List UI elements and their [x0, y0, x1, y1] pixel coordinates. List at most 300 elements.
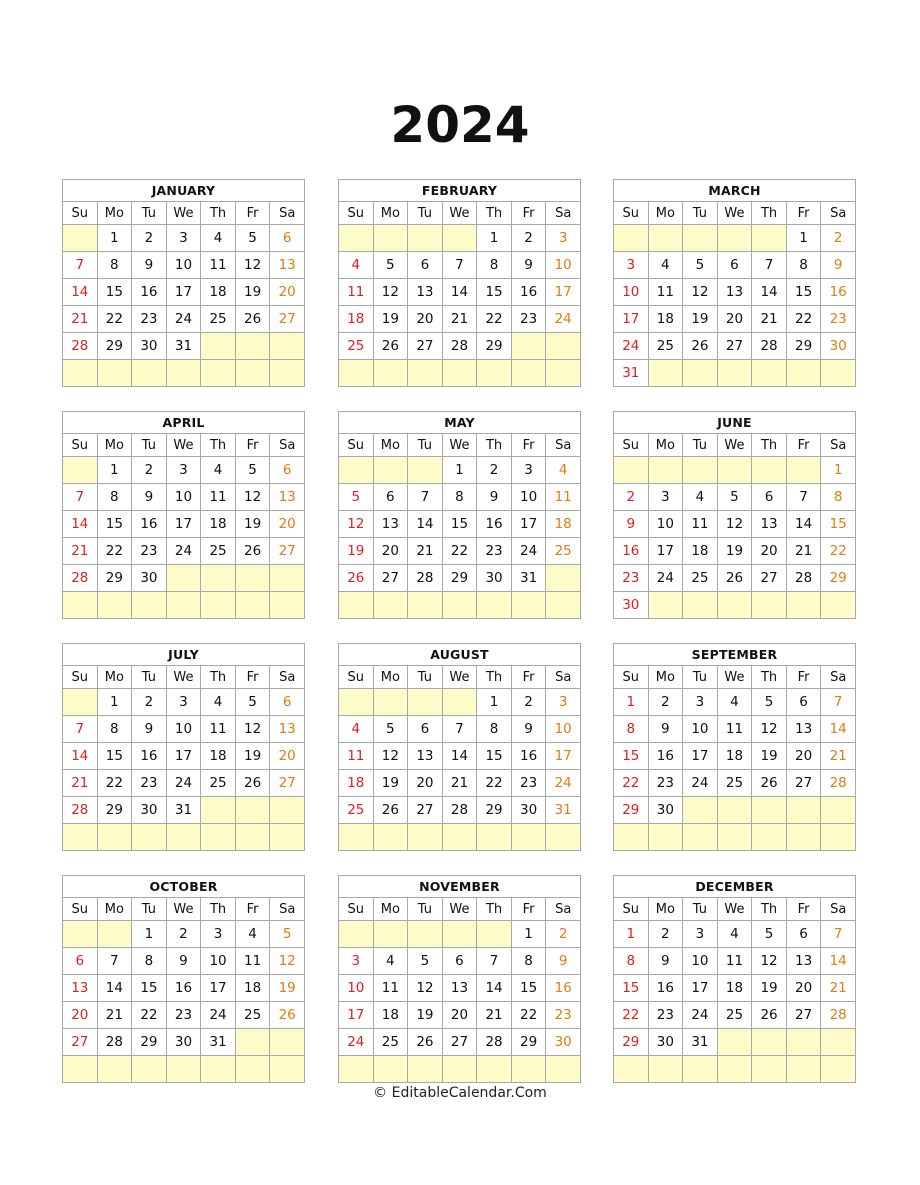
empty-cell — [235, 592, 270, 619]
day-cell: 6 — [786, 689, 821, 716]
day-cell: 2 — [511, 689, 546, 716]
weekday-label: Su — [614, 898, 649, 921]
day-cell: 20 — [63, 1002, 98, 1029]
weekday-label: Sa — [821, 666, 856, 689]
month-january — [62, 179, 305, 387]
weekday-label: Mo — [97, 898, 132, 921]
day-cell: 14 — [752, 279, 787, 306]
empty-cell — [717, 797, 752, 824]
day-cell: 12 — [752, 948, 787, 975]
day-cell: 1 — [614, 689, 649, 716]
empty-cell — [546, 360, 581, 387]
day-cell: 26 — [373, 797, 408, 824]
empty-cell — [408, 921, 443, 948]
weekday-label: Su — [63, 666, 98, 689]
day-cell: 16 — [546, 975, 581, 1002]
day-cell: 11 — [339, 743, 374, 770]
day-cell: 2 — [648, 689, 683, 716]
day-cell: 26 — [235, 306, 270, 333]
weekday-label: Tu — [408, 666, 443, 689]
week-row — [614, 252, 856, 279]
weekday-label: Sa — [546, 202, 581, 225]
weekday-label: Mo — [373, 898, 408, 921]
day-cell: 19 — [717, 538, 752, 565]
empty-cell — [648, 457, 683, 484]
empty-cell — [373, 921, 408, 948]
empty-cell — [477, 1056, 512, 1083]
day-cell: 1 — [786, 225, 821, 252]
day-cell: 27 — [442, 1029, 477, 1056]
empty-cell — [717, 592, 752, 619]
day-cell: 8 — [477, 252, 512, 279]
weekday-label: Fr — [511, 434, 546, 457]
day-cell: 6 — [270, 225, 305, 252]
day-cell: 3 — [201, 921, 236, 948]
day-cell: 3 — [546, 225, 581, 252]
day-cell: 4 — [339, 716, 374, 743]
day-cell: 27 — [270, 538, 305, 565]
empty-cell — [683, 797, 718, 824]
day-cell: 18 — [683, 538, 718, 565]
day-cell: 15 — [97, 743, 132, 770]
day-cell: 24 — [546, 770, 581, 797]
week-row — [63, 511, 305, 538]
empty-cell — [752, 1029, 787, 1056]
day-cell: 8 — [821, 484, 856, 511]
day-cell: 17 — [546, 279, 581, 306]
empty-cell — [235, 1056, 270, 1083]
day-cell: 23 — [546, 1002, 581, 1029]
week-row — [339, 743, 581, 770]
day-cell: 11 — [373, 975, 408, 1002]
day-cell: 25 — [235, 1002, 270, 1029]
weekday-label: Sa — [546, 434, 581, 457]
empty-cell — [339, 457, 374, 484]
weekday-label: We — [166, 202, 201, 225]
empty-cell — [270, 333, 305, 360]
day-cell: 10 — [166, 484, 201, 511]
day-cell: 26 — [752, 770, 787, 797]
week-row — [63, 716, 305, 743]
weekday-label: Fr — [786, 434, 821, 457]
day-cell: 5 — [752, 689, 787, 716]
weekday-label: Th — [752, 434, 787, 457]
empty-cell — [270, 360, 305, 387]
empty-cell — [201, 333, 236, 360]
weekday-label: Fr — [235, 666, 270, 689]
weekday-label: Sa — [270, 898, 305, 921]
day-cell: 18 — [201, 279, 236, 306]
day-cell: 12 — [235, 484, 270, 511]
weekday-label: Mo — [648, 898, 683, 921]
weekday-label: Th — [201, 202, 236, 225]
week-row — [614, 592, 856, 619]
empty-cell — [614, 1056, 649, 1083]
day-cell: 29 — [614, 797, 649, 824]
day-cell: 31 — [683, 1029, 718, 1056]
empty-cell — [683, 1056, 718, 1083]
day-cell: 19 — [235, 743, 270, 770]
day-cell: 15 — [97, 511, 132, 538]
weekday-label: Fr — [235, 202, 270, 225]
week-row — [63, 484, 305, 511]
week-row — [614, 1002, 856, 1029]
weekday-label: Fr — [511, 898, 546, 921]
day-cell: 5 — [339, 484, 374, 511]
month-july — [62, 643, 305, 851]
day-cell: 28 — [63, 797, 98, 824]
day-cell: 4 — [339, 252, 374, 279]
day-cell: 21 — [442, 770, 477, 797]
day-cell: 19 — [752, 975, 787, 1002]
day-cell: 18 — [717, 975, 752, 1002]
day-cell: 16 — [511, 279, 546, 306]
day-cell: 6 — [442, 948, 477, 975]
day-cell: 10 — [683, 716, 718, 743]
weekday-label: Sa — [821, 202, 856, 225]
week-row — [63, 770, 305, 797]
day-cell: 26 — [270, 1002, 305, 1029]
day-cell: 23 — [132, 538, 167, 565]
week-row — [63, 921, 305, 948]
day-cell: 30 — [132, 333, 167, 360]
day-cell: 18 — [235, 975, 270, 1002]
week-row — [339, 1056, 581, 1083]
week-row — [614, 1029, 856, 1056]
empty-cell — [511, 1056, 546, 1083]
day-cell: 14 — [821, 948, 856, 975]
empty-cell — [63, 824, 98, 851]
week-row — [339, 770, 581, 797]
day-cell: 21 — [97, 1002, 132, 1029]
day-cell: 11 — [201, 252, 236, 279]
week-row — [63, 360, 305, 387]
empty-cell — [339, 592, 374, 619]
day-cell: 26 — [408, 1029, 443, 1056]
day-cell: 19 — [373, 770, 408, 797]
day-cell: 21 — [477, 1002, 512, 1029]
weekday-label: Sa — [821, 898, 856, 921]
week-row — [63, 824, 305, 851]
day-cell: 4 — [235, 921, 270, 948]
day-cell: 24 — [201, 1002, 236, 1029]
day-cell: 18 — [546, 511, 581, 538]
empty-cell — [201, 360, 236, 387]
empty-cell — [511, 824, 546, 851]
day-cell: 11 — [546, 484, 581, 511]
weekday-label: We — [717, 434, 752, 457]
day-cell: 6 — [752, 484, 787, 511]
day-cell: 18 — [201, 743, 236, 770]
empty-cell — [166, 592, 201, 619]
day-cell: 25 — [648, 333, 683, 360]
empty-cell — [201, 565, 236, 592]
day-cell: 17 — [546, 743, 581, 770]
day-cell: 17 — [166, 279, 201, 306]
day-cell: 13 — [408, 743, 443, 770]
day-cell: 18 — [201, 511, 236, 538]
day-cell: 18 — [717, 743, 752, 770]
day-cell: 8 — [442, 484, 477, 511]
day-cell: 3 — [683, 921, 718, 948]
day-cell: 29 — [132, 1029, 167, 1056]
empty-cell — [339, 1056, 374, 1083]
weekday-label: Sa — [821, 434, 856, 457]
empty-cell — [546, 824, 581, 851]
day-cell: 27 — [408, 333, 443, 360]
day-cell: 3 — [546, 689, 581, 716]
day-cell: 2 — [511, 225, 546, 252]
day-cell: 16 — [511, 743, 546, 770]
month-name: AUGUST — [339, 644, 581, 666]
day-cell: 1 — [477, 225, 512, 252]
day-cell: 8 — [511, 948, 546, 975]
weekday-label: We — [166, 666, 201, 689]
day-cell: 7 — [442, 716, 477, 743]
day-cell: 10 — [648, 511, 683, 538]
empty-cell — [442, 225, 477, 252]
empty-cell — [201, 1056, 236, 1083]
day-cell: 15 — [614, 975, 649, 1002]
day-cell: 3 — [614, 252, 649, 279]
week-row — [614, 948, 856, 975]
day-cell: 29 — [614, 1029, 649, 1056]
day-cell: 10 — [683, 948, 718, 975]
day-cell: 23 — [614, 565, 649, 592]
day-cell: 25 — [339, 797, 374, 824]
week-row — [614, 360, 856, 387]
day-cell: 31 — [166, 333, 201, 360]
day-cell: 28 — [97, 1029, 132, 1056]
empty-cell — [408, 592, 443, 619]
day-cell: 9 — [821, 252, 856, 279]
empty-cell — [821, 592, 856, 619]
day-cell: 20 — [717, 306, 752, 333]
empty-cell — [373, 225, 408, 252]
day-cell: 21 — [786, 538, 821, 565]
empty-cell — [717, 1056, 752, 1083]
day-cell: 24 — [166, 538, 201, 565]
empty-cell — [442, 1056, 477, 1083]
week-row — [339, 975, 581, 1002]
week-row — [614, 689, 856, 716]
day-cell: 11 — [235, 948, 270, 975]
empty-cell — [408, 1056, 443, 1083]
month-march — [613, 179, 856, 387]
weekday-label: Mo — [373, 666, 408, 689]
day-cell: 5 — [235, 225, 270, 252]
day-cell: 5 — [373, 252, 408, 279]
day-cell: 26 — [339, 565, 374, 592]
empty-cell — [821, 360, 856, 387]
day-cell: 11 — [201, 716, 236, 743]
day-cell: 17 — [201, 975, 236, 1002]
day-cell: 7 — [477, 948, 512, 975]
day-cell: 18 — [339, 770, 374, 797]
day-cell: 14 — [97, 975, 132, 1002]
empty-cell — [97, 921, 132, 948]
day-cell: 29 — [477, 333, 512, 360]
weekday-label: Su — [339, 898, 374, 921]
empty-cell — [339, 921, 374, 948]
week-row — [614, 565, 856, 592]
day-cell: 21 — [63, 306, 98, 333]
day-cell: 2 — [821, 225, 856, 252]
day-cell: 25 — [546, 538, 581, 565]
day-cell: 8 — [614, 716, 649, 743]
day-cell: 28 — [821, 1002, 856, 1029]
empty-cell — [648, 225, 683, 252]
weekday-label: Tu — [408, 434, 443, 457]
week-row — [63, 333, 305, 360]
empty-cell — [546, 592, 581, 619]
day-cell: 6 — [270, 689, 305, 716]
empty-cell — [442, 592, 477, 619]
weekday-label: Tu — [132, 434, 167, 457]
day-cell: 27 — [786, 1002, 821, 1029]
weekday-label: Su — [63, 202, 98, 225]
empty-cell — [63, 360, 98, 387]
day-cell: 27 — [786, 770, 821, 797]
day-cell: 29 — [97, 333, 132, 360]
day-cell: 21 — [442, 306, 477, 333]
day-cell: 1 — [97, 225, 132, 252]
day-cell: 27 — [63, 1029, 98, 1056]
day-cell: 30 — [132, 797, 167, 824]
empty-cell — [132, 824, 167, 851]
day-cell: 22 — [132, 1002, 167, 1029]
day-cell: 29 — [786, 333, 821, 360]
week-row — [63, 743, 305, 770]
empty-cell — [63, 689, 98, 716]
empty-cell — [614, 824, 649, 851]
empty-cell — [717, 1029, 752, 1056]
day-cell: 27 — [408, 797, 443, 824]
day-cell: 5 — [235, 689, 270, 716]
empty-cell — [270, 1056, 305, 1083]
day-cell: 20 — [786, 975, 821, 1002]
day-cell: 25 — [373, 1029, 408, 1056]
empty-cell — [373, 457, 408, 484]
day-cell: 22 — [614, 1002, 649, 1029]
week-row — [63, 538, 305, 565]
day-cell: 23 — [648, 1002, 683, 1029]
empty-cell — [648, 824, 683, 851]
empty-cell — [270, 797, 305, 824]
empty-cell — [477, 592, 512, 619]
day-cell: 1 — [477, 689, 512, 716]
empty-cell — [683, 360, 718, 387]
month-name: MARCH — [614, 180, 856, 202]
day-cell: 30 — [477, 565, 512, 592]
day-cell: 13 — [786, 948, 821, 975]
week-row — [614, 770, 856, 797]
week-row — [339, 1002, 581, 1029]
weekday-label: Th — [201, 898, 236, 921]
day-cell: 15 — [97, 279, 132, 306]
day-cell: 24 — [614, 333, 649, 360]
day-cell: 13 — [442, 975, 477, 1002]
week-row — [63, 948, 305, 975]
empty-cell — [235, 1029, 270, 1056]
empty-cell — [752, 1056, 787, 1083]
week-row — [614, 716, 856, 743]
day-cell: 22 — [477, 770, 512, 797]
weekday-label: Mo — [373, 202, 408, 225]
day-cell: 9 — [511, 252, 546, 279]
empty-cell — [339, 689, 374, 716]
day-cell: 11 — [683, 511, 718, 538]
week-row — [339, 457, 581, 484]
weekday-label: Mo — [648, 666, 683, 689]
day-cell: 2 — [132, 225, 167, 252]
empty-cell — [648, 1056, 683, 1083]
weekday-label: Tu — [132, 202, 167, 225]
week-row — [63, 592, 305, 619]
empty-cell — [63, 225, 98, 252]
day-cell: 24 — [166, 306, 201, 333]
empty-cell — [373, 360, 408, 387]
empty-cell — [97, 824, 132, 851]
day-cell: 29 — [97, 565, 132, 592]
week-row — [339, 797, 581, 824]
weekday-label: Tu — [132, 666, 167, 689]
day-cell: 16 — [132, 743, 167, 770]
empty-cell — [235, 824, 270, 851]
day-cell: 22 — [477, 306, 512, 333]
week-row — [614, 975, 856, 1002]
empty-cell — [373, 1056, 408, 1083]
weekday-label: Fr — [235, 434, 270, 457]
empty-cell — [821, 824, 856, 851]
day-cell: 31 — [166, 797, 201, 824]
day-cell: 9 — [132, 484, 167, 511]
week-row — [339, 592, 581, 619]
month-february — [338, 179, 581, 387]
day-cell: 31 — [511, 565, 546, 592]
week-row — [614, 1056, 856, 1083]
day-cell: 27 — [752, 565, 787, 592]
empty-cell — [717, 824, 752, 851]
day-cell: 13 — [63, 975, 98, 1002]
day-cell: 24 — [546, 306, 581, 333]
day-cell: 22 — [614, 770, 649, 797]
day-cell: 16 — [648, 743, 683, 770]
empty-cell — [235, 797, 270, 824]
day-cell: 13 — [786, 716, 821, 743]
day-cell: 9 — [477, 484, 512, 511]
empty-cell — [235, 565, 270, 592]
week-row — [339, 252, 581, 279]
day-cell: 12 — [373, 279, 408, 306]
day-cell: 25 — [717, 770, 752, 797]
day-cell: 20 — [408, 306, 443, 333]
day-cell: 14 — [442, 743, 477, 770]
week-row — [63, 1002, 305, 1029]
day-cell: 1 — [821, 457, 856, 484]
empty-cell — [717, 225, 752, 252]
day-cell: 26 — [235, 538, 270, 565]
month-name: APRIL — [63, 412, 305, 434]
empty-cell — [511, 360, 546, 387]
day-cell: 10 — [546, 716, 581, 743]
day-cell: 30 — [166, 1029, 201, 1056]
day-cell: 7 — [63, 716, 98, 743]
day-cell: 5 — [408, 948, 443, 975]
week-row — [63, 457, 305, 484]
empty-cell — [786, 360, 821, 387]
weekday-label: Su — [614, 666, 649, 689]
